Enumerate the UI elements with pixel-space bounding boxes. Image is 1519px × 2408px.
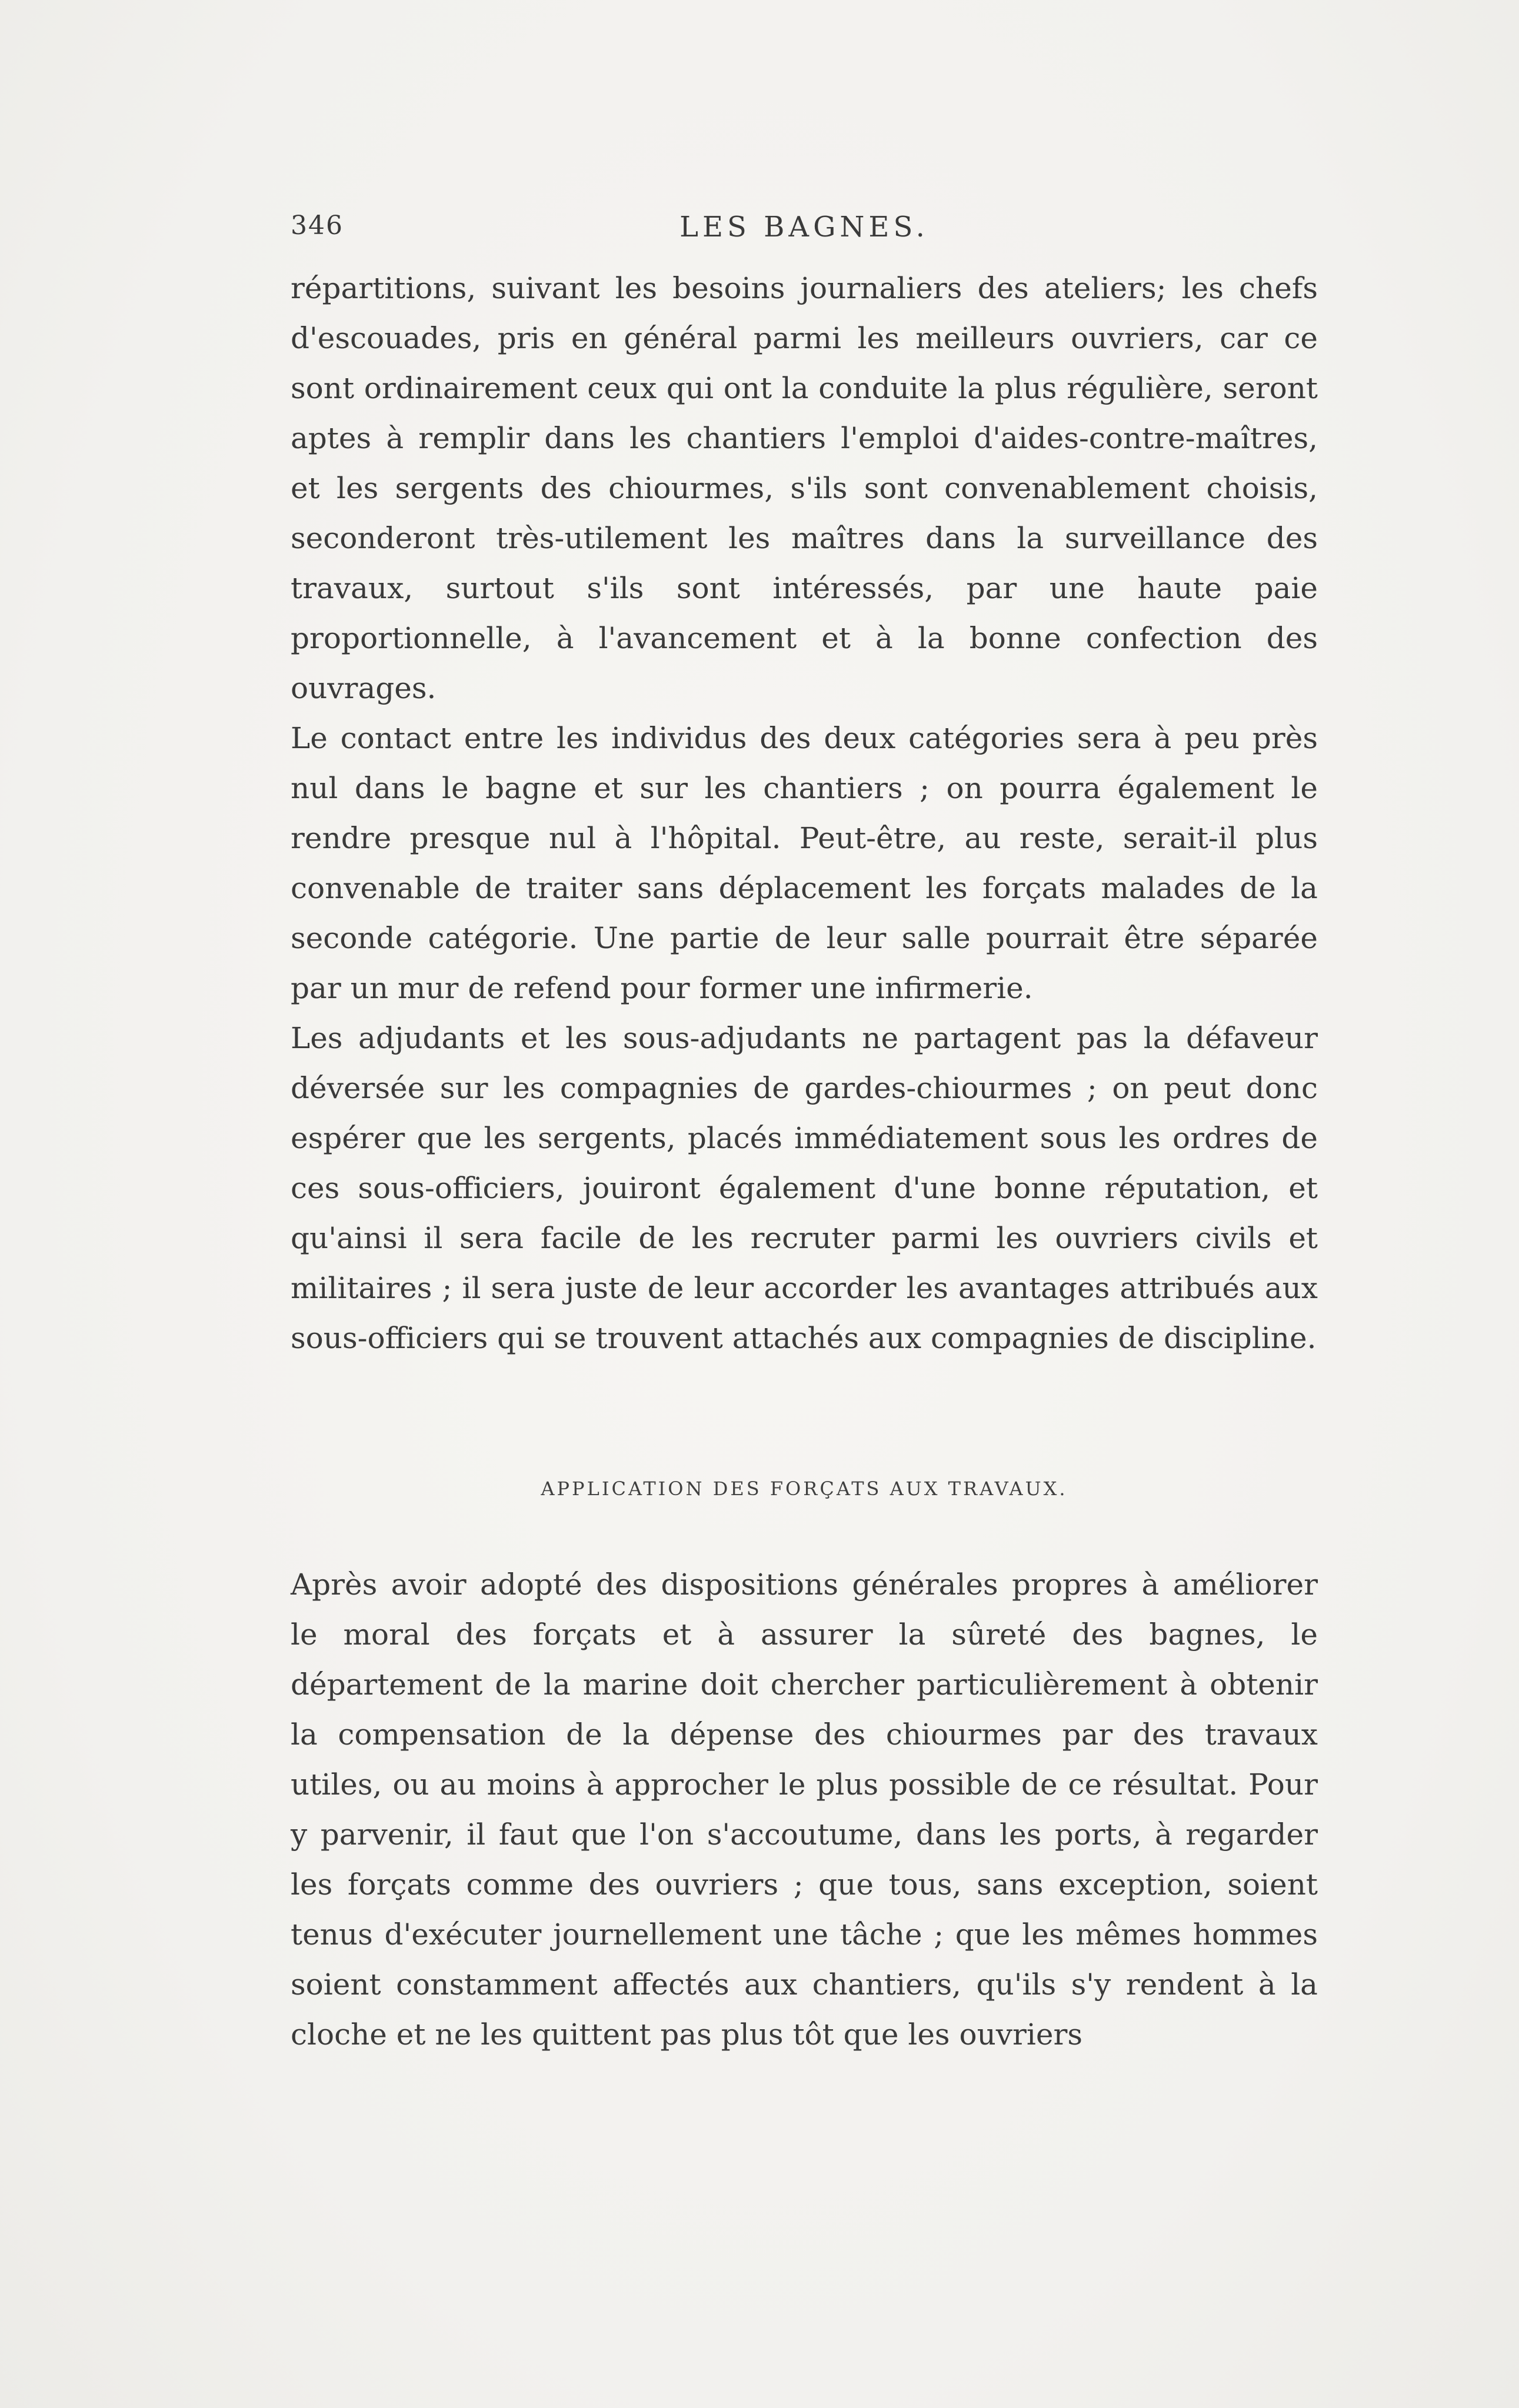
running-title: LES BAGNES. [679, 211, 929, 244]
body-text [291, 264, 1318, 1363]
section-body [291, 1560, 1318, 2060]
paragraph-3: Les adjudants et les sous-adjudants ne partagent pas la défaveur déversée sur les compagnies de gardes-chiourmes ; on peut donc espérer que les sergents, placés immédiatement sous les ordres de ces sous-officiers, jouiront également d'une bonne réputation, et qu'ainsi il sera facile de les recruter parmi les ouvriers civils et militaires ; il sera juste de leur accorder les avantages attribués aux sous-officiers qui se trouvent attachés aux compagnies de discipline. [291, 1021, 1318, 1355]
section-paragraph-1: Après avoir adopté des dispositions générales propres à améliorer le moral des forçats et à assurer la sûreté des bagnes, le département de la marine doit chercher particulièrement à obtenir la compensation de la dépense des chiourmes par des travaux utiles, ou au moins à approcher le plus possible de ce résultat. Pour y parvenir, il faut que l'on s'accoutume, dans les ports, à regarder les forçats comme des ouvriers ; que tous, sans exception, soient tenus d'exécuter journellement une tâche ; que les mêmes hommes soient constamment affectés aux chantiers, qu'ils s'y rendent à la cloche et ne les quittent pas plus tôt que les ouvriers [291, 1567, 1318, 2052]
section-heading: APPLICATION DES FORÇATS AUX TRAVAUX. [541, 1478, 1068, 1500]
page-header [291, 211, 1318, 246]
page-number: 346 [291, 211, 344, 241]
paragraph-1: répartitions, suivant les besoins journaliers des ateliers; les chefs d'escouades, pris en général parmi les meilleurs ouvriers, car ce sont ordinairement ceux qui ont la conduite la plus régulière, seront aptes à remplir dans les chantiers l'emploi d'aides-contre-maîtres, et les sergents des chiourmes, s'ils sont convenablement choisis, seconderont très-utilement les maîtres dans la surveillance des travaux, surtout s'ils sont intéressés, par une haute paie proportionnelle, à l'avancement et à la bonne confection des ouvrages. [291, 271, 1318, 705]
paragraph-2: Le contact entre les individus des deux catégories sera à peu près nul dans le bagne et sur les chantiers ; on pourra également le rendre presque nul à l'hôpital. Peut-être, au reste, serait-il plus convenable de traiter sans déplacement les forçats malades de la seconde catégorie. Une partie de leur salle pourrait être séparée par un mur de refend pour former une infirmerie. [291, 721, 1318, 1005]
